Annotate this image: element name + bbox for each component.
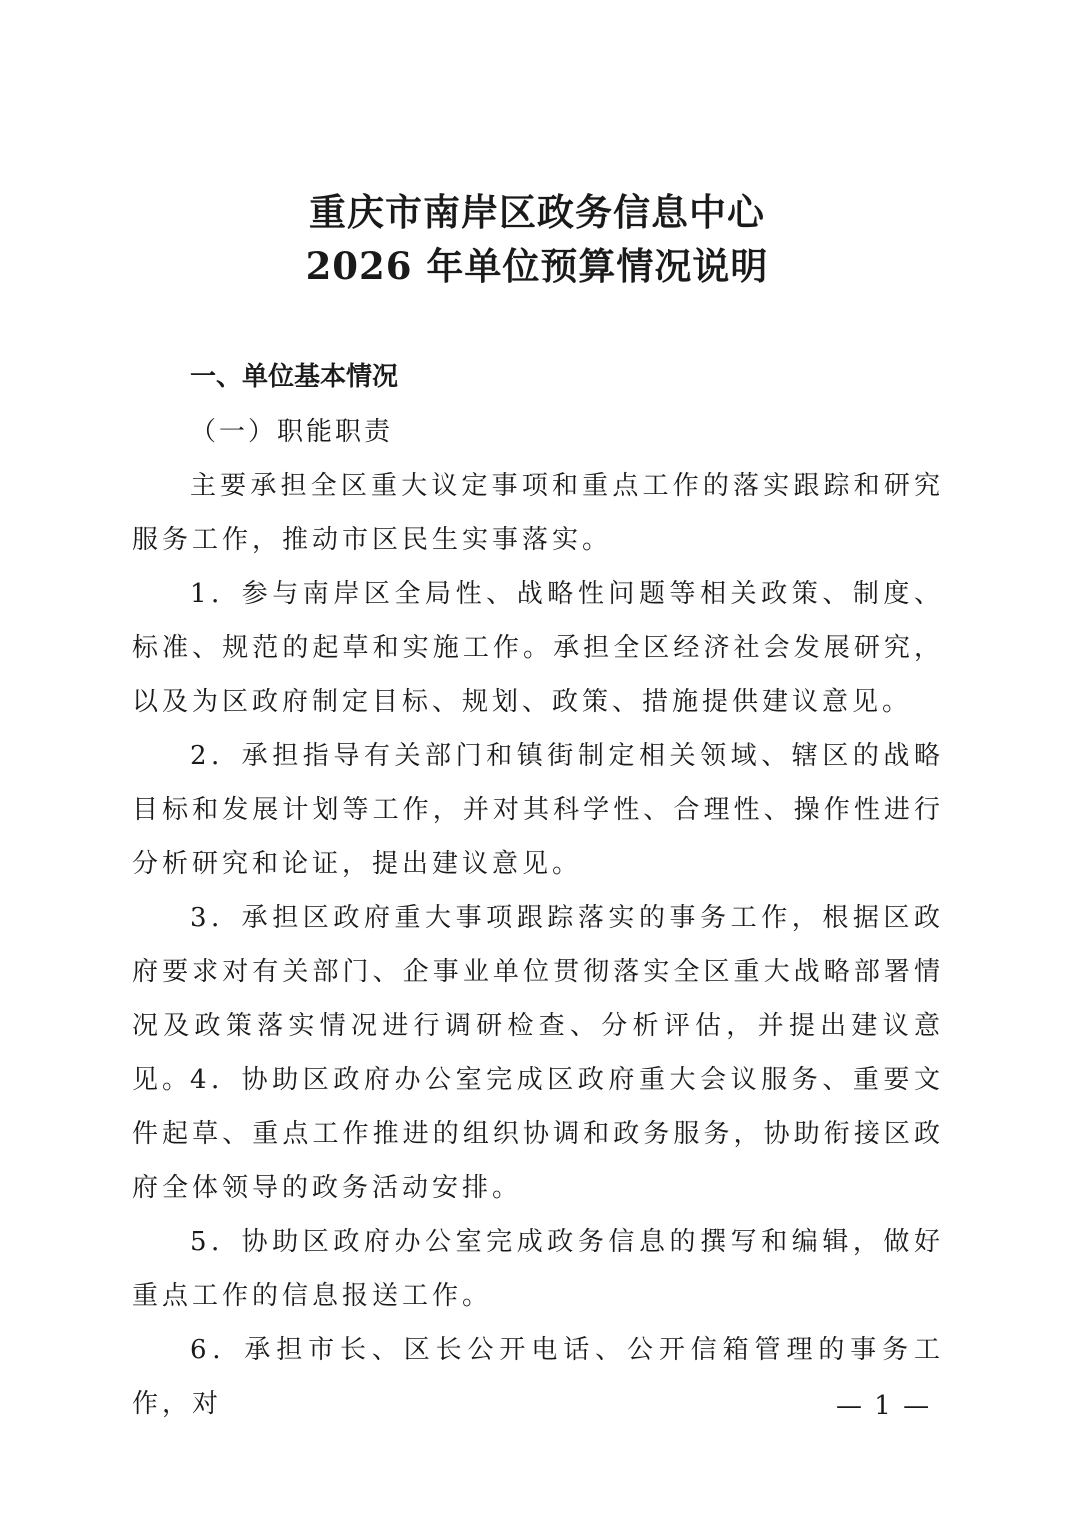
section-heading: 一、单位基本情况 bbox=[190, 362, 399, 392]
page-number: — 1 — bbox=[836, 1391, 932, 1421]
paragraph-item-5: 5．协助区政府办公室完成政务信息的撰写和编辑，做好重点工作的信息报送工作。 bbox=[132, 1227, 944, 1311]
subsection-heading: （一）职能职责 bbox=[190, 417, 394, 447]
paragraph-item-3: 3．承担区政府重大事项跟踪落实的事务工作，根据区政府要求对有关部门、企事业单位贯彻落实全区重大战略部署情况及政策落实情况进行调研检查、分析评估，并提出建议意见。 bbox=[132, 903, 944, 1095]
paragraph-intro: 主要承担全区重大议定事项和重点工作的落实跟踪和研究服务工作，推动市区民生实事落实。 bbox=[132, 471, 944, 555]
paragraph-item-4: 4．协助区政府办公室完成区政府重大会议服务、重要文件起草、重点工作推进的组织协调和政务服务，协助衔接区政府全体领导的政务活动安排。 bbox=[132, 1065, 944, 1203]
paragraph-item-1: 1．参与南岸区全局性、战略性问题等相关政策、制度、标准、规范的起草和实施工作。承担全区经济社会发展研究，以及为区政府制定目标、规划、政策、措施提供建议意见。 bbox=[132, 579, 944, 717]
document-title-line-2: 2026 年单位预算情况说明 bbox=[305, 244, 769, 288]
paragraph-item-2: 2．承担指导有关部门和镇街制定相关领域、辖区的战略目标和发展计划等工作，并对其科学性、合理性、操作性进行分析研究和论证，提出建议意见。 bbox=[132, 741, 944, 879]
document-title-line-1: 重庆市南岸区政务信息中心 bbox=[309, 190, 765, 234]
paragraph-item-6: 6．承担市长、区长公开电话、公开信箱管理的事务工作，对 bbox=[132, 1335, 944, 1419]
